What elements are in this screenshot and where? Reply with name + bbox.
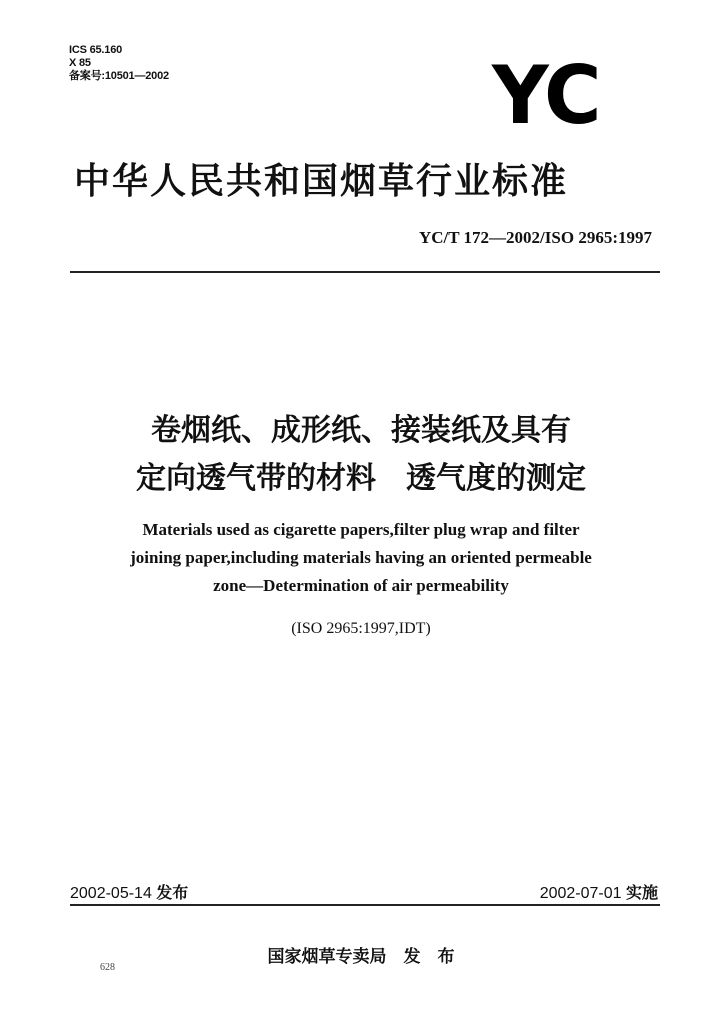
- bottom-divider: [70, 904, 660, 906]
- chinese-title: [0, 407, 722, 503]
- iso-equivalence: (ISO 2965:1997,IDT): [291, 620, 431, 637]
- ics-code: ICS 65.160: [69, 44, 123, 56]
- english-title-line-1: Materials used as cigarette papers,filter plug wrap and filter: [142, 520, 580, 539]
- record-number: 备案号:10501—2002: [69, 70, 169, 82]
- english-title-line-2: joining paper,including materials having an oriented permeable: [130, 548, 592, 567]
- classification-code: X 85: [69, 57, 91, 69]
- implementation-date-block: [540, 880, 658, 903]
- standard-title: 中华人民共和国烟草行业标准: [74, 161, 569, 202]
- standard-number: YC/T 172—2002/ISO 2965:1997: [419, 228, 652, 247]
- chinese-title-line-1: 卷烟纸、成形纸、接装纸及具有: [151, 413, 571, 448]
- issue-date-block: [70, 880, 188, 903]
- implementation-date: 2002-07-01: [539, 885, 622, 902]
- chinese-title-line-2: 定向透气带的材料 透气度的测定: [136, 461, 586, 496]
- english-title: [0, 516, 722, 600]
- english-title-line-3: zone—Determination of air permeability: [213, 576, 509, 595]
- issue-label: 发布: [156, 885, 189, 902]
- implementation-label: 实施: [625, 885, 658, 902]
- yc-logo: YC: [492, 49, 600, 142]
- issue-date: 2002-05-14: [70, 885, 152, 902]
- standard-metadata: [69, 44, 169, 83]
- publisher: 国家烟草专卖局 发 布: [267, 947, 455, 967]
- page-number: 628: [100, 962, 115, 973]
- top-divider: [70, 271, 660, 273]
